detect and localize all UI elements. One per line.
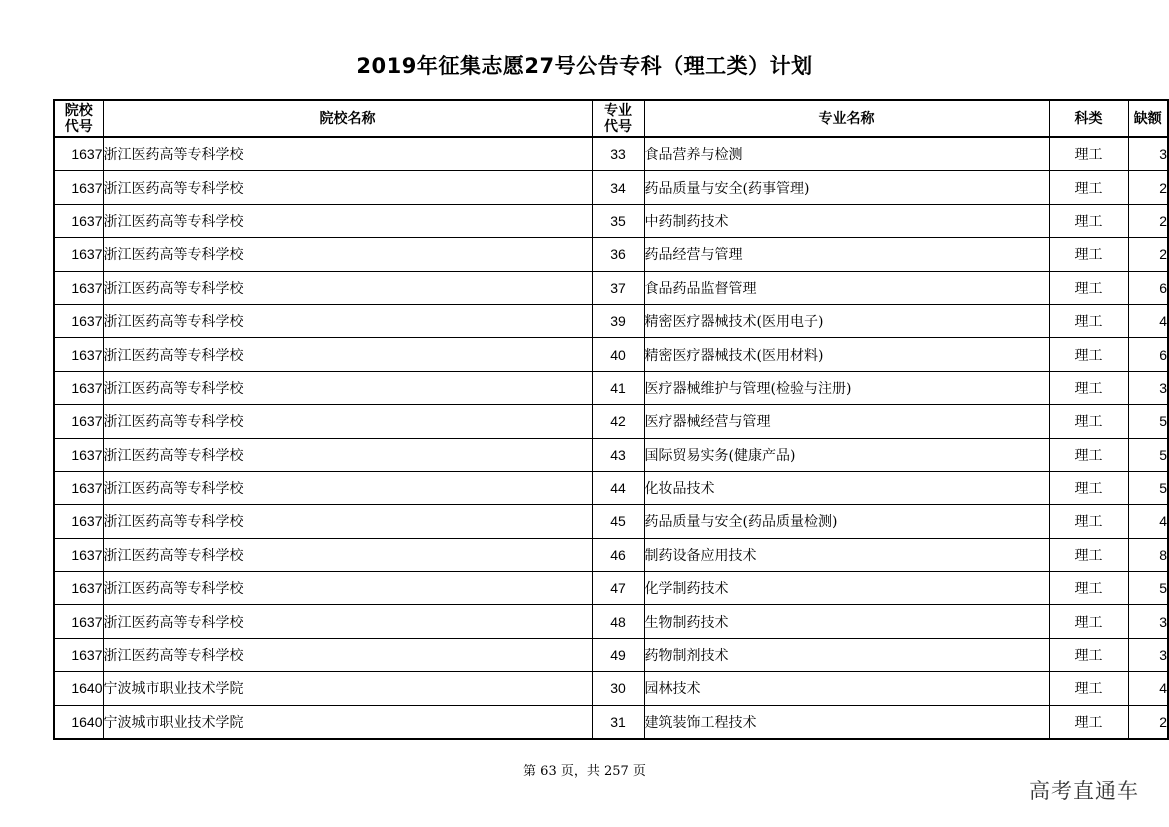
cell-school-name: 浙江医药高等专科学校	[103, 538, 592, 571]
cell-school-code: 1637	[54, 605, 103, 638]
table-row	[54, 605, 1168, 638]
cell-quota: 6	[1128, 271, 1168, 304]
cell-school-name: 宁波城市职业技术学院	[103, 705, 592, 739]
cell-quota: 3	[1128, 638, 1168, 671]
table-row	[54, 338, 1168, 371]
cell-major-code: 47	[592, 572, 644, 605]
cell-quota: 2	[1128, 705, 1168, 739]
cell-quota: 2	[1128, 204, 1168, 237]
cell-quota: 2	[1128, 238, 1168, 271]
page-footer: 第 63 页，共 257 页	[523, 764, 646, 779]
header-school-name: 院校名称	[103, 100, 592, 137]
cell-major-name: 制药设备应用技术	[644, 538, 1049, 571]
cell-major-code: 39	[592, 304, 644, 337]
cell-major-name: 精密医疗器械技术(医用材料)	[644, 338, 1049, 371]
cell-major-name: 食品药品监督管理	[644, 271, 1049, 304]
cell-category: 理工	[1049, 238, 1128, 271]
cell-category: 理工	[1049, 405, 1128, 438]
cell-school-code: 1637	[54, 438, 103, 471]
header-quota: 缺额	[1128, 100, 1168, 137]
cell-school-name: 浙江医药高等专科学校	[103, 572, 592, 605]
cell-school-name: 浙江医药高等专科学校	[103, 304, 592, 337]
cell-major-name: 药品质量与安全(药品质量检测)	[644, 505, 1049, 538]
cell-quota: 5	[1128, 438, 1168, 471]
cell-school-name: 浙江医药高等专科学校	[103, 405, 592, 438]
cell-major-name: 药物制剂技术	[644, 638, 1049, 671]
cell-school-code: 1637	[54, 171, 103, 204]
cell-school-name: 浙江医药高等专科学校	[103, 338, 592, 371]
cell-quota: 3	[1128, 605, 1168, 638]
table-row	[54, 271, 1168, 304]
cell-major-code: 41	[592, 371, 644, 404]
table-row	[54, 238, 1168, 271]
cell-school-code: 1637	[54, 271, 103, 304]
table-row	[54, 471, 1168, 504]
cell-school-code: 1637	[54, 405, 103, 438]
cell-major-name: 园林技术	[644, 672, 1049, 705]
cell-quota: 4	[1128, 505, 1168, 538]
cell-major-name: 精密医疗器械技术(医用电子)	[644, 304, 1049, 337]
cell-quota: 2	[1128, 171, 1168, 204]
header-major-name: 专业名称	[644, 100, 1049, 137]
cell-school-code: 1637	[54, 471, 103, 504]
cell-school-name: 浙江医药高等专科学校	[103, 638, 592, 671]
cell-major-code: 45	[592, 505, 644, 538]
cell-quota: 8	[1128, 538, 1168, 571]
table-header-row	[54, 100, 1168, 137]
cell-school-name: 宁波城市职业技术学院	[103, 672, 592, 705]
cell-category: 理工	[1049, 705, 1128, 739]
header-category: 科类	[1049, 100, 1128, 137]
cell-school-code: 1637	[54, 371, 103, 404]
cell-category: 理工	[1049, 338, 1128, 371]
cell-quota: 5	[1128, 471, 1168, 504]
cell-school-name: 浙江医药高等专科学校	[103, 438, 592, 471]
table-row	[54, 304, 1168, 337]
cell-school-name: 浙江医药高等专科学校	[103, 471, 592, 504]
cell-school-name: 浙江医药高等专科学校	[103, 505, 592, 538]
cell-school-code: 1637	[54, 304, 103, 337]
table-row	[54, 204, 1168, 237]
cell-school-name: 浙江医药高等专科学校	[103, 137, 592, 171]
cell-quota: 4	[1128, 304, 1168, 337]
cell-major-name: 建筑装饰工程技术	[644, 705, 1049, 739]
cell-major-code: 33	[592, 137, 644, 171]
cell-major-name: 药品质量与安全(药事管理)	[644, 171, 1049, 204]
cell-category: 理工	[1049, 371, 1128, 404]
cell-major-code: 49	[592, 638, 644, 671]
cell-major-code: 42	[592, 405, 644, 438]
cell-school-name: 浙江医药高等专科学校	[103, 204, 592, 237]
cell-major-code: 30	[592, 672, 644, 705]
cell-school-name: 浙江医药高等专科学校	[103, 238, 592, 271]
table-row	[54, 572, 1168, 605]
cell-category: 理工	[1049, 605, 1128, 638]
cell-quota: 5	[1128, 572, 1168, 605]
cell-school-code: 1637	[54, 572, 103, 605]
cell-school-name: 浙江医药高等专科学校	[103, 371, 592, 404]
table-row	[54, 672, 1168, 705]
cell-school-code: 1637	[54, 238, 103, 271]
cell-school-code: 1640	[54, 705, 103, 739]
cell-major-name: 化妆品技术	[644, 471, 1049, 504]
cell-category: 理工	[1049, 471, 1128, 504]
cell-school-code: 1640	[54, 672, 103, 705]
cell-major-code: 31	[592, 705, 644, 739]
cell-category: 理工	[1049, 271, 1128, 304]
table-row	[54, 705, 1168, 739]
cell-major-code: 48	[592, 605, 644, 638]
cell-category: 理工	[1049, 538, 1128, 571]
watermark-text: 高考直通车	[1029, 779, 1139, 803]
table-row	[54, 137, 1168, 171]
cell-school-name: 浙江医药高等专科学校	[103, 271, 592, 304]
cell-major-name: 国际贸易实务(健康产品)	[644, 438, 1049, 471]
cell-major-name: 医疗器械经营与管理	[644, 405, 1049, 438]
cell-major-code: 36	[592, 238, 644, 271]
cell-school-name: 浙江医药高等专科学校	[103, 171, 592, 204]
cell-major-name: 化学制药技术	[644, 572, 1049, 605]
cell-quota: 5	[1128, 405, 1168, 438]
cell-category: 理工	[1049, 505, 1128, 538]
table-row	[54, 171, 1168, 204]
cell-major-code: 34	[592, 171, 644, 204]
enrollment-plan-table	[53, 99, 1169, 740]
cell-quota: 3	[1128, 371, 1168, 404]
cell-category: 理工	[1049, 171, 1128, 204]
cell-category: 理工	[1049, 572, 1128, 605]
table-row	[54, 505, 1168, 538]
cell-major-name: 药品经营与管理	[644, 238, 1049, 271]
cell-category: 理工	[1049, 137, 1128, 171]
cell-major-code: 44	[592, 471, 644, 504]
cell-major-name: 生物制药技术	[644, 605, 1049, 638]
cell-school-code: 1637	[54, 338, 103, 371]
page-title: 2019年征集志愿27号公告专科（理工类）计划	[356, 54, 813, 78]
table-row	[54, 438, 1168, 471]
table-row	[54, 538, 1168, 571]
cell-major-name: 中药制药技术	[644, 204, 1049, 237]
header-school-code: 院校 代号	[54, 100, 103, 137]
cell-major-code: 40	[592, 338, 644, 371]
cell-major-code: 37	[592, 271, 644, 304]
cell-major-code: 35	[592, 204, 644, 237]
table-row	[54, 405, 1168, 438]
table-row	[54, 638, 1168, 671]
cell-category: 理工	[1049, 672, 1128, 705]
cell-quota: 4	[1128, 672, 1168, 705]
cell-school-code: 1637	[54, 638, 103, 671]
cell-category: 理工	[1049, 638, 1128, 671]
cell-major-name: 医疗器械维护与管理(检验与注册)	[644, 371, 1049, 404]
cell-major-code: 43	[592, 438, 644, 471]
cell-quota: 3	[1128, 137, 1168, 171]
cell-category: 理工	[1049, 438, 1128, 471]
cell-category: 理工	[1049, 204, 1128, 237]
table-row	[54, 371, 1168, 404]
header-major-code: 专业 代号	[592, 100, 644, 137]
cell-school-code: 1637	[54, 505, 103, 538]
cell-school-name: 浙江医药高等专科学校	[103, 605, 592, 638]
cell-school-code: 1637	[54, 204, 103, 237]
cell-school-code: 1637	[54, 137, 103, 171]
cell-major-name: 食品营养与检测	[644, 137, 1049, 171]
cell-major-code: 46	[592, 538, 644, 571]
cell-category: 理工	[1049, 304, 1128, 337]
cell-school-code: 1637	[54, 538, 103, 571]
cell-quota: 6	[1128, 338, 1168, 371]
